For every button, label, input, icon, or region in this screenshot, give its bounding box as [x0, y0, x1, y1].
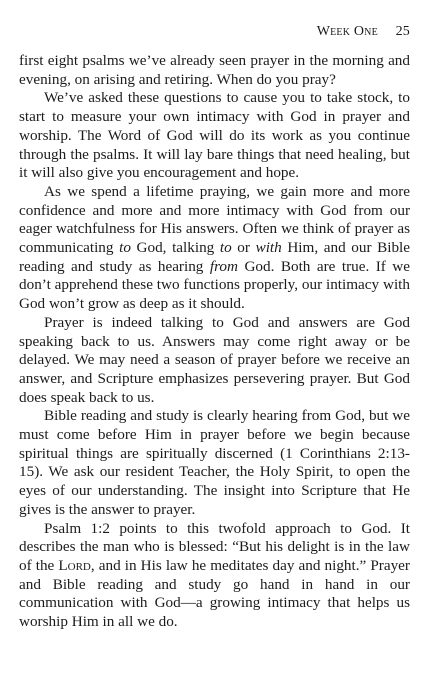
- body-text: [19, 52, 410, 632]
- paragraph: [19, 89, 410, 183]
- text-run: Psalm 1:2 points to this twofold approach to God. It describes the man who is blessed: “But his delight is in the law of the: [19, 519, 410, 574]
- emphasis-text: to: [119, 239, 131, 257]
- emphasis-text: from: [209, 257, 238, 275]
- divine-name-smallcaps: Lord: [58, 556, 91, 574]
- text-run: As we spend a lifetime praying, we gain more and more confidence and more and more intimacy with God from our eager watchfulness for His answers. Often we think of prayer as communicating: [19, 182, 410, 257]
- paragraph: [19, 314, 410, 408]
- paragraph: [19, 407, 410, 519]
- text-run: Prayer is indeed talking to God and answers are God speaking back to us. Answers may come right away or be delayed. We may need a season of prayer before we receive an answer, and Scripture emphasizes persevering prayer. But God does speak back to us.: [19, 313, 410, 406]
- text-run: , and in His law he meditates day and night.” Prayer and Bible reading and study go hand in hand in our communication with God—a growing intimacy that helps us worship Him in all we do.: [19, 556, 410, 631]
- text-run: God, talking: [130, 239, 220, 257]
- text-run: or: [231, 239, 256, 257]
- page-number: 25: [395, 24, 410, 39]
- text-run: Bible reading and study is clearly hearing from God, but we must come before Him in prayer before we begin because spiritual things are spiritually discerned (1 Corinthians 2:13-15). We ask our resident Teacher, the Holy Spirit, to open the eyes of our understanding. The insight into Scripture that He gives is the answer to prayer.: [19, 407, 410, 518]
- section-title: Week One: [316, 24, 378, 39]
- text-run: God. Both are true. If we don’t apprehend these two functions properly, our intimacy with God won’t grow as deep as it should.: [19, 257, 410, 313]
- text-run: Him, and our Bible reading and study as hearing: [19, 239, 411, 275]
- running-head: [317, 24, 410, 40]
- text-run: We’ve asked these questions to cause you to take stock, to start to measure your own intimacy with God in prayer and worship. The Word of God will do its work as you continue through the psalms. It will lay bare things that need healing, but it will also give you encouragement and hope.: [19, 89, 410, 182]
- text-run: first eight psalms we’ve already seen prayer in the morning and evening, on arising and retiring. When do you pray?: [19, 52, 410, 88]
- paragraph: [19, 520, 410, 632]
- emphasis-text: to: [219, 239, 232, 257]
- paragraph: [19, 183, 410, 314]
- emphasis-text: with: [255, 239, 282, 257]
- paragraph: [19, 52, 410, 89]
